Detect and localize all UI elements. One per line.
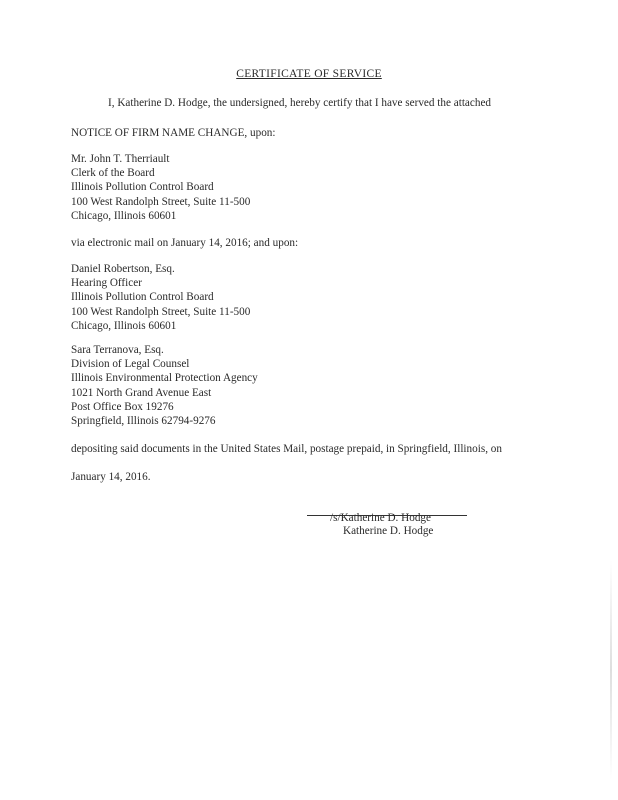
recipient-block-clerk <box>71 152 250 223</box>
notice-line: NOTICE OF FIRM NAME CHANGE, upon: <box>71 127 276 139</box>
recipient-pobox: Post Office Box 19276 <box>71 400 174 413</box>
recipient-title: Division of Legal Counsel <box>71 358 190 371</box>
mail-deposit-line: depositing said documents in the United States Mail, postage prepaid, in Springfield, Illinois, on <box>71 443 502 455</box>
recipient-street: 1021 North Grand Avenue East <box>71 386 212 399</box>
recipient-agency: Illinois Environmental Protection Agency <box>71 372 258 385</box>
recipient-city: Springfield, Illinois 62794-9276 <box>71 415 216 428</box>
delivery-method-line: via electronic mail on January 14, 2016; and upon: <box>71 237 299 249</box>
recipient-title: Clerk of the Board <box>71 167 155 180</box>
recipient-city: Chicago, Illinois 60601 <box>71 209 177 222</box>
recipient-street: 100 West Randolph Street, Suite 11-500 <box>71 195 251 208</box>
service-date: January 14, 2016. <box>71 471 151 483</box>
recipient-agency: Illinois Pollution Control Board <box>71 291 214 304</box>
recipient-street: 100 West Randolph Street, Suite 11-500 <box>71 305 251 318</box>
certification-intro: I, Katherine D. Hodge, the undersigned, hereby certify that I have served the attached <box>108 97 492 109</box>
recipient-name: Mr. John T. Therriault <box>71 153 170 165</box>
document-title: CERTIFICATE OF SERVICE <box>236 68 382 80</box>
signer-printed-name: Katherine D. Hodge <box>343 525 434 537</box>
recipient-agency: Illinois Pollution Control Board <box>71 181 214 194</box>
recipient-name: Daniel Robertson, Esq. <box>71 263 175 275</box>
recipient-city: Chicago, Illinois 60601 <box>71 319 177 332</box>
recipient-title: Hearing Officer <box>71 277 142 290</box>
scan-edge-shadow <box>610 560 612 780</box>
recipient-block-hearing-officer <box>71 262 250 333</box>
electronic-signature: /s/Katherine D. Hodge <box>330 512 431 524</box>
recipient-block-legal-counsel <box>71 343 258 428</box>
recipient-name: Sara Terranova, Esq. <box>71 344 164 356</box>
